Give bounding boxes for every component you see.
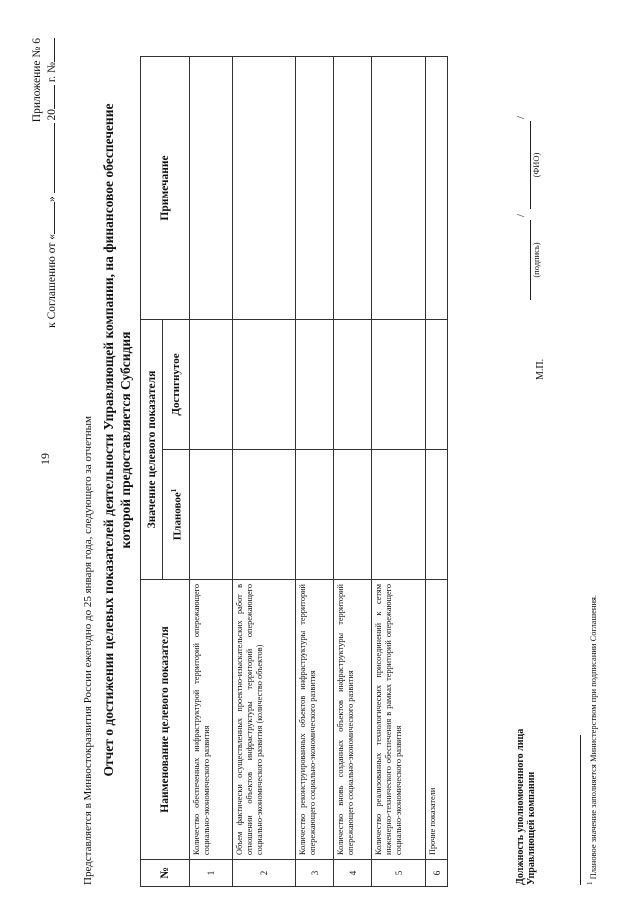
table-row xyxy=(372,57,426,887)
table-row xyxy=(426,57,448,887)
note-cell[interactable] xyxy=(372,57,426,320)
header-planned: Плановое$^1$ xyxy=(163,450,190,580)
indicator-name: Объем фактически осуществленных проектно-изыскательских работ в отношении объектов инфраструктуры территорий опережающего социально-экономического развития (количество объектов) xyxy=(233,580,296,860)
agreement-quote: » xyxy=(46,196,58,203)
planned-cell[interactable] xyxy=(334,450,372,580)
footnote-text: Плановое значение заполняется Министерством при подписании Соглашения. xyxy=(587,594,598,880)
position-line-2: Управляющей компании xyxy=(526,771,537,885)
table-row xyxy=(334,57,372,887)
agreement-reference xyxy=(44,38,59,328)
indicator-name: Количество вновь созданных объектов инфраструктуры территорий опережающего социально-экономического развития xyxy=(334,580,372,860)
note-cell[interactable] xyxy=(296,57,334,320)
signature-caption: (подпись) xyxy=(531,242,541,278)
fio-field[interactable] xyxy=(520,121,541,209)
fio-line xyxy=(520,121,531,209)
achieved-cell[interactable] xyxy=(372,320,426,450)
position-line-1: Должность уполномоченного лица xyxy=(515,728,526,885)
month-blank xyxy=(44,123,55,193)
footnote xyxy=(586,595,598,885)
report-title: Отчет о достижении целевых показателей деятельности Управляющей компании, на финансовое обеспечение которой предоставляется Субсидия xyxy=(101,103,133,777)
achieved-cell[interactable] xyxy=(426,320,448,450)
planned-cell[interactable] xyxy=(296,450,334,580)
submission-note: Представляется в Минвостокразвития России ежегодно до 25 января года, следующего за отчетным xyxy=(82,415,94,885)
note-cell[interactable] xyxy=(334,57,372,320)
row-number: 4 xyxy=(334,860,372,887)
year-prefix: 20 xyxy=(46,109,58,121)
planned-cell[interactable] xyxy=(233,450,296,580)
fio-end-separator: / xyxy=(515,115,527,119)
indicator-name: Количество реализованных технологических присоединений к сетям инженерно-технического обеспечения в рамках территорий опережающего социально-экономического развития xyxy=(372,580,426,860)
note-cell[interactable] xyxy=(233,57,296,320)
header-number: № xyxy=(141,860,190,887)
indicator-name: Количество реконструированных объектов инфраструктуры территорий опережающего социально-экономического развития xyxy=(296,580,334,860)
note-cell[interactable] xyxy=(426,57,448,320)
table-row xyxy=(190,57,233,887)
planned-cell[interactable] xyxy=(190,450,233,580)
header-name: Наименование целевого показателя xyxy=(141,580,190,860)
row-number: 2 xyxy=(233,860,296,887)
signature-field[interactable] xyxy=(520,220,541,300)
table-row xyxy=(296,57,334,887)
indicator-name: Прочие показатели xyxy=(426,580,448,860)
appendix-header xyxy=(30,38,59,328)
agreement-prefix: к Соглашению от « xyxy=(46,234,58,328)
planned-cell[interactable] xyxy=(426,450,448,580)
header-achieved: Достигнутое xyxy=(163,320,190,450)
achieved-cell[interactable] xyxy=(334,320,372,450)
number-blank xyxy=(44,38,55,62)
row-number: 1 xyxy=(190,860,233,887)
achieved-cell[interactable] xyxy=(233,320,296,450)
header-value-group: Значение целевого показателя xyxy=(141,320,163,580)
authorized-person-block xyxy=(515,729,537,885)
indicator-name: Количество обеспеченных инфраструктурой территорий опережающего социально-экономического развития xyxy=(190,580,233,860)
row-number: 5 xyxy=(372,860,426,887)
year-blank xyxy=(44,85,55,109)
planned-footnote-marker: 1 xyxy=(170,488,179,493)
day-blank xyxy=(44,202,55,234)
planned-cell[interactable] xyxy=(372,450,426,580)
appendix-label: Приложение № 6 xyxy=(31,38,43,123)
table-header-row xyxy=(141,57,163,887)
indicators-table xyxy=(140,56,448,887)
year-suffix: г. № xyxy=(46,62,58,83)
signature-separator: / xyxy=(515,213,527,217)
fio-caption: (ФИО) xyxy=(531,152,541,178)
footnote-separator xyxy=(580,735,581,885)
achieved-cell[interactable] xyxy=(296,320,334,450)
row-number: 3 xyxy=(296,860,334,887)
footnote-marker: 1 xyxy=(586,881,594,885)
achieved-cell[interactable] xyxy=(190,320,233,450)
page-number: 19 xyxy=(38,453,52,465)
signature-line xyxy=(520,220,531,300)
header-note: Примечание xyxy=(141,57,190,320)
note-cell[interactable] xyxy=(190,57,233,320)
row-number: 6 xyxy=(426,860,448,887)
seal-place: М.П. xyxy=(535,358,546,380)
table-row xyxy=(233,57,296,887)
